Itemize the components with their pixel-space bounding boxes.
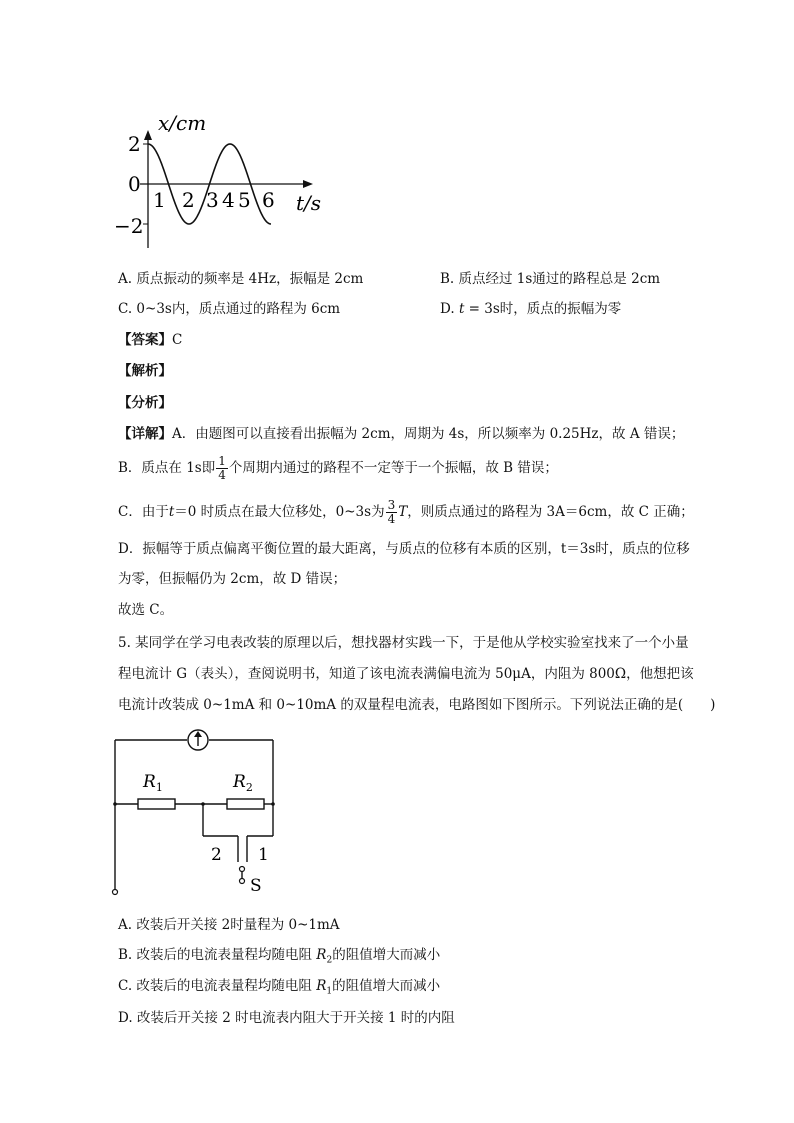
graph-ytick-0: 0 [128,172,141,196]
answer-row [118,331,182,349]
detail-d-line1: D．振幅等于质点偏离平衡位置的最大距离，与质点的位移有本质的区别，t＝3s时，质点的位移 [118,541,690,557]
q4-option-a: A. 质点振动的频率是 4Hz，振幅是 2cm [118,271,364,287]
conclusion: 故选 C。 [118,602,174,618]
graph-xtick-1: 1 [153,188,166,212]
switch-position-2-label: 2 [211,845,222,865]
fraction-three-quarters: $\frac{3}{4}$ [387,498,396,526]
q5-option-c: C. 改装后的电流表量程均随电阻 $R_1$的阻值增大而减小 [118,978,441,997]
analysis-tag: 【解析】 [118,363,172,379]
graph-xlabel: t/s [296,191,322,215]
graph-xtick-6: 6 [262,188,275,212]
fenxi-tag: 【分析】 [118,395,172,411]
fraction-one-quarter: $\frac{1}{4}$ [218,454,226,482]
graph-ylabel: x/cm [158,111,207,135]
q5-option-a: A. 改装后开关接 2时量程为 0~1mA [118,917,340,933]
switch-position-1-label: 1 [258,845,269,865]
circuit-diagram [105,728,305,898]
graph-xtick-3: 3 [206,188,219,212]
q5-stem-line3: 电流计改装成 0~1mA 和 0~10mA 的双量程电流表，电路图如下图所示。下列说法正确的是( ) [118,697,716,713]
q4-option-d: D. t = 3s时，质点的振幅为零 [440,301,622,317]
switch-label: S [250,876,262,896]
galvanometer-icon [188,730,208,750]
r2-label: $R_2$ [233,772,253,794]
graph-ytick-2: 2 [128,132,141,156]
answer-tag: 【答案】 [118,332,172,348]
graph-xtick-2: 2 [182,188,195,212]
graph-xtick-4: 4 [222,188,235,212]
q4-option-b: B. 质点经过 1s通过的路程总是 2cm [440,271,661,287]
graph-xtick-5: 5 [238,188,251,212]
q5-option-b: B. 改装后的电流表量程均随电阻 $R_2$的阻值增大而减小 [118,947,441,966]
q5-option-d: D. 改装后开关接 2 时电流表内阻大于开关接 1 时的内阻 [118,1010,455,1026]
detail-a: 【详解】A．由题图可以直接看出振幅为 2cm，周期为 4s，所以频率为 0.25Hz，故 A 错误； [118,426,685,442]
detail-c: C．由于t＝0 时质点在最大位移处，0~3s为 $\frac{3}{4}$ T，则质点通过的路程为 3A＝6cm，故 C 正确； [118,498,694,526]
answer-value: C [172,332,183,348]
detail-b: B．质点在 1s即 $\frac{1}{4}$ 个周期内通过的路程不一定等于一个振幅，故 B 错误； [118,454,558,482]
oscillation-graph [100,108,440,248]
graph-ytick-neg2: −2 [114,214,144,238]
q5-stem-line1: 5. 某同学在学习电表改装的原理以后，想找器材实践一下，于是他从学校实验室找来了一个小量 [118,635,689,651]
q5-stem-line2: 程电流计 G（表头），查阅说明书，知道了该电流表满偏电流为 50μA，内阻为 800Ω，他想把该 [118,666,694,682]
r1-label: $R_1$ [143,772,163,794]
detail-d-line2: 为零，但振幅仍为 2cm，故 D 错误； [118,571,347,587]
q4-option-c: C. 0~3s内，质点通过的路程为 6cm [118,301,341,317]
